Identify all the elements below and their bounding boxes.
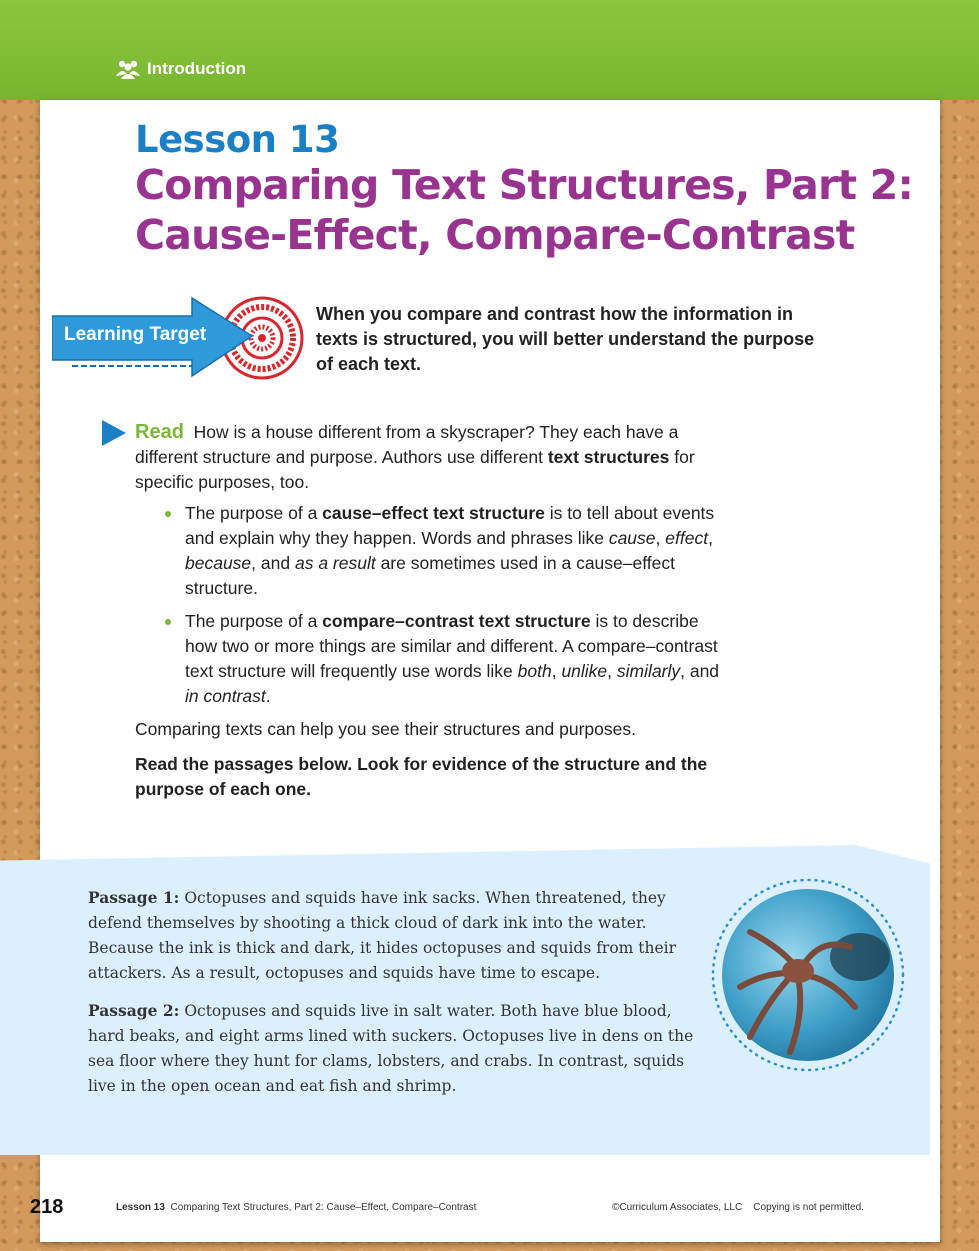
learning-target-label: Learning Target <box>64 324 207 345</box>
section-header <box>115 57 246 81</box>
section-label: Introduction <box>147 59 247 78</box>
octopus-photo <box>710 877 906 1073</box>
people-icon <box>115 58 141 80</box>
structure-bullets <box>163 501 725 709</box>
term-text-structures: text structures <box>547 447 670 467</box>
read-heading: Read <box>135 421 184 443</box>
comparing-paragraph: Comparing texts can help you see their structures and purposes. <box>135 719 636 739</box>
passages <box>88 885 698 1111</box>
read-section <box>135 420 725 802</box>
footer-lesson-title: Lesson 13 Comparing Text Structures, Part 2: Cause–Effect, Compare–Contrast <box>116 1202 477 1213</box>
top-band <box>0 0 979 100</box>
learning-target-statement: When you compare and contrast how the information in texts is structured, you will better understand the purpose of each text. <box>316 304 815 374</box>
instruction-paragraph: Read the passages below. Look for evidence of the structure and the purpose of each one. <box>135 754 708 799</box>
lesson-title <box>135 160 915 260</box>
lesson-title-line1: Comparing Text Structures, Part 2: <box>135 161 914 209</box>
bullet-cause-effect: The purpose of a cause–effect text structure is to tell about events and explain why they happen. Words and phrases like cause, effect, because, and as a result are sometimes used in a cause–effect structure. <box>163 501 725 601</box>
lesson-title-line2: Cause-Effect, Compare-Contrast <box>135 211 855 259</box>
lesson-number: Lesson 13 <box>135 118 340 161</box>
footer-copyright: ©Curriculum Associates, LLC Copying is not permitted. <box>612 1202 864 1213</box>
read-intro: Read How is a house different from a skyscraper? They each have a different structure and purpose. Authors use different text structures for specific purposes, too. <box>135 421 695 492</box>
bullet-compare-contrast: The purpose of a compare–contrast text structure is to describe how two or more things are similar and different. A compare–contrast text structure will frequently use words like both, unlike, similarly, and in contrast. <box>163 609 725 709</box>
play-arrow-icon <box>100 418 128 448</box>
learning-target-badge <box>52 290 312 386</box>
passage-1: Passage 1: Octopuses and squids have ink sacks. When threatened, they defend themselves by shooting a thick cloud of dark ink into the water. Because the ink is thick and dark, it hides octopuses and squids from their attackers. As a result, octopuses and squids have time to escape. <box>88 888 677 982</box>
page-number: 218 <box>30 1196 64 1218</box>
passage-2: Passage 2: Octopuses and squids live in salt water. Both have blue blood, hard beaks, and eight arms lined with suckers. Octopuses live in dens on the sea floor where they hunt for clams, lobsters, and crabs. In contrast, squids live in the open ocean and eat fish and shrimp. <box>88 1001 694 1095</box>
